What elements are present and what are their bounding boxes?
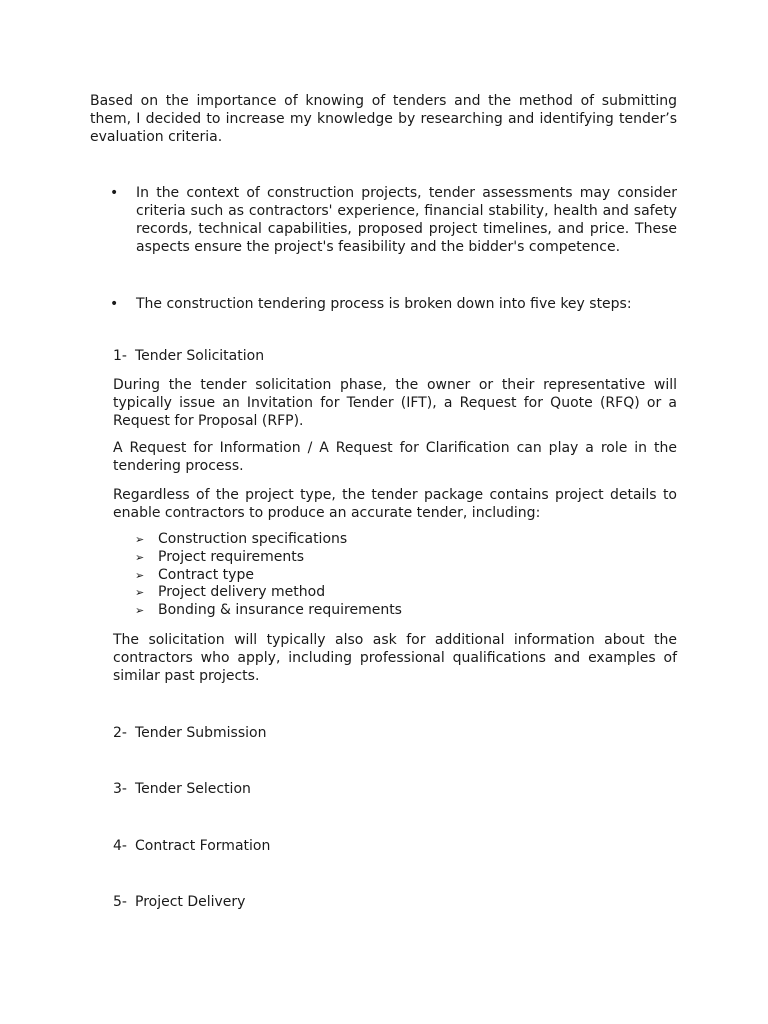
- step-label: Tender Submission: [135, 725, 267, 741]
- list-item: ➢ Construction specifications: [135, 531, 348, 547]
- list-item: ➢ Project delivery method: [135, 584, 326, 601]
- step-number: 3-: [113, 781, 127, 797]
- step-number: 5-: [113, 894, 127, 910]
- solicitation-paragraph: A Request for Information / A Request for Clarification can play a role in the tendering process.: [113, 440, 677, 474]
- step-label: Project Delivery: [135, 894, 246, 910]
- list-item: ➢ Contract type: [135, 566, 254, 583]
- step-label: Contract Formation: [135, 838, 271, 854]
- bullet-text: The construction tendering process is broken down into five key steps:: [136, 296, 632, 312]
- list-item: ➢ Bonding & insurance requirements: [135, 602, 402, 619]
- package-list: [135, 531, 402, 620]
- solicitation-paragraph: The solicitation will typically also ask for additional information about the contractors who apply, including professional qualifications and examples of similar past projects.: [113, 632, 677, 684]
- arrow-bullet-icon: ➢: [135, 586, 145, 600]
- step-number: 1-: [113, 348, 127, 364]
- arrow-bullet-icon: ➢: [135, 568, 145, 582]
- bullet-text: In the context of construction projects, tender assessments may consider criteria such as contractors' experience, financial stability, health and safety records, technical capabilities, proposed project timelines, and price. These aspects ensure the project's feasibility and the bidder's competence.: [136, 185, 677, 255]
- step-label: Tender Solicitation: [135, 348, 265, 364]
- step-heading: [113, 893, 245, 911]
- solicitation-paragraph: Regardless of the project type, the tender package contains project details to enable contractors to produce an accurate tender, including:: [113, 487, 677, 521]
- step-label: Tender Selection: [135, 781, 251, 797]
- solicitation-paragraph: During the tender solicitation phase, the owner or their representative will typically issue an Invitation for Tender (IFT), a Request for Quote (RFQ) or a Request for Proposal (RFP).: [113, 377, 677, 429]
- step-heading: [113, 780, 251, 798]
- step-number: 4-: [113, 838, 127, 854]
- step-heading: [113, 347, 264, 365]
- bullet-icon: •: [110, 296, 119, 312]
- step-number: 2-: [113, 725, 127, 741]
- list-item: ➢ Project requirements: [135, 548, 305, 565]
- step-heading: [113, 724, 266, 742]
- bullet-icon: •: [110, 185, 119, 201]
- arrow-bullet-icon: ➢: [135, 533, 145, 546]
- step-heading: [113, 837, 270, 855]
- intro-paragraph: Based on the importance of knowing of tenders and the method of submitting them, I decided to increase my knowledge by researching and identifying tender’s evaluation criteria.: [90, 93, 677, 145]
- arrow-bullet-icon: ➢: [135, 604, 145, 618]
- arrow-bullet-icon: ➢: [135, 550, 145, 564]
